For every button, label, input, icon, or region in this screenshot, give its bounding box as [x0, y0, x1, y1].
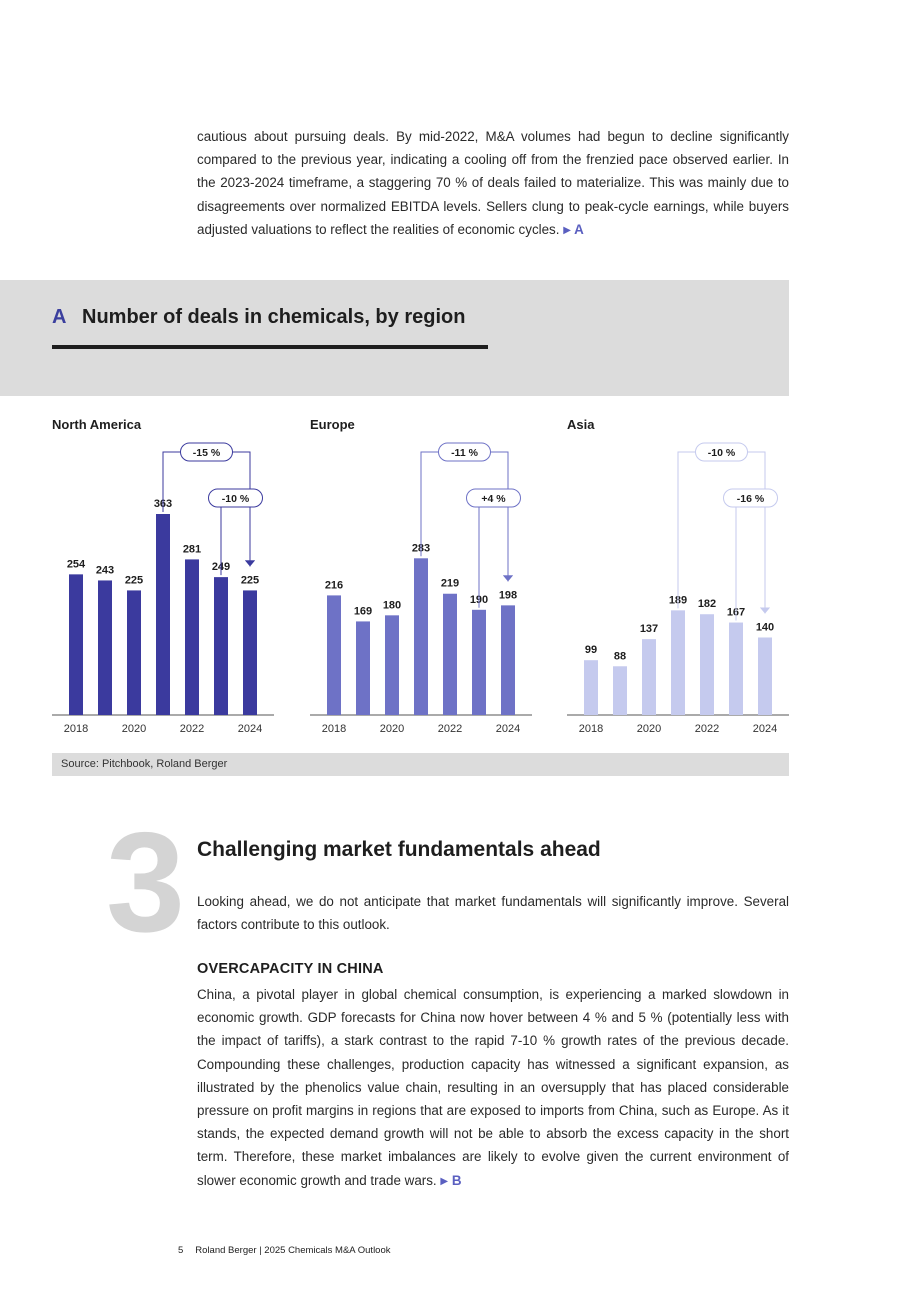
chart-asia — [567, 417, 789, 735]
data-label: 88 — [613, 650, 627, 663]
data-label: 190 — [469, 593, 489, 606]
tick-label: 2022 — [437, 723, 463, 735]
data-label: 225 — [124, 574, 144, 587]
subheading: OVERCAPACITY IN CHINA — [197, 961, 384, 977]
tick-label: 2022 — [694, 723, 720, 735]
data-label: 243 — [95, 564, 115, 577]
figure-header-panel — [0, 280, 789, 396]
data-label: 182 — [697, 598, 717, 611]
figure-reference-label: A — [574, 221, 584, 237]
annotation-label: -10 % — [221, 493, 250, 505]
tick-label: 2018 — [578, 723, 604, 735]
change-annotation — [678, 443, 770, 613]
figure-reference-label: B — [451, 1172, 462, 1188]
data-label: 283 — [411, 542, 431, 555]
annotation-connector — [678, 452, 765, 613]
bar — [472, 610, 486, 715]
annotation-connector — [163, 452, 250, 566]
data-label: 254 — [66, 558, 86, 571]
intro-paragraph-text: cautious about pursuing deals. By mid-2022, M&A volumes had begun to decline significantly compared to the previous year, indicating a cooling off from the frenzied pace observed earlier. In the 2023-2024 timeframe, a staggering 70 % of deals failed to materialize. This was mainly due to disagreements over normalized EBITDA levels. Sellers clung to peak-cycle earnings, while buyers adjusted valuations to reflect the realities of economic cycles. — [197, 129, 789, 237]
chart-europe — [310, 417, 532, 735]
bar — [642, 639, 656, 715]
change-annotation — [724, 489, 778, 621]
publication-title: Roland Berger | 2025 Chemicals M&A Outlook — [195, 1245, 391, 1256]
data-label: 249 — [211, 561, 231, 574]
chart-north_america — [52, 417, 274, 735]
bar — [501, 605, 515, 715]
bar — [356, 621, 370, 715]
annotation-connector — [421, 452, 508, 581]
bar — [243, 590, 257, 715]
annotation-label: -15 % — [192, 447, 221, 459]
bar — [185, 559, 199, 715]
source-note: Source: Pitchbook, Roland Berger — [61, 758, 228, 770]
data-label: 180 — [382, 599, 402, 612]
section-number: 3 — [106, 803, 185, 962]
annotation-connector — [736, 498, 765, 621]
data-label: 99 — [584, 644, 598, 657]
annotation-label: -11 % — [451, 447, 478, 459]
bar — [443, 594, 457, 715]
section-title: Challenging market fundamentals ahead — [197, 838, 601, 861]
figure-reference-a[interactable] — [563, 222, 584, 237]
figure-title-rule — [52, 345, 488, 349]
tick-label: 2024 — [495, 723, 521, 735]
bar — [156, 514, 170, 715]
triangle-right-icon: ▶ — [563, 224, 571, 236]
data-label: 137 — [639, 623, 659, 636]
bar — [214, 577, 228, 715]
data-label: 189 — [668, 594, 688, 607]
bar — [327, 595, 341, 715]
annotation-label: +4 % — [481, 493, 506, 505]
bar — [613, 666, 627, 715]
page-footer — [178, 1245, 391, 1256]
bar — [69, 574, 83, 715]
data-label: 363 — [153, 498, 173, 510]
data-label: 198 — [498, 589, 518, 602]
data-label: 167 — [726, 606, 746, 619]
data-label: 140 — [755, 621, 775, 634]
bar — [414, 558, 428, 715]
section-intro: Looking ahead, we do not anticipate that market fundamentals will significantly improve. Several factors contribute to this outlook. — [197, 894, 789, 933]
page-number: 5 — [178, 1245, 184, 1256]
arrow-down-icon — [245, 560, 255, 566]
tick-label: 2020 — [636, 723, 662, 735]
region-bar-charts — [0, 405, 920, 745]
data-label: 216 — [324, 579, 344, 592]
tick-label: 2020 — [121, 723, 147, 735]
figure-reference-b[interactable] — [440, 1173, 461, 1188]
triangle-right-icon: ▶ — [440, 1175, 449, 1187]
source-bar — [52, 753, 789, 776]
chart-title: Asia — [567, 417, 595, 432]
tick-label: 2020 — [379, 723, 405, 735]
tick-label: 2018 — [321, 723, 347, 735]
bar — [98, 580, 112, 715]
tick-label: 2022 — [179, 723, 205, 735]
chart-title: North America — [52, 417, 142, 432]
figure-title: Number of deals in chemicals, by region — [82, 306, 466, 328]
tick-label: 2024 — [237, 723, 263, 735]
tick-label: 2018 — [63, 723, 89, 735]
bar — [584, 660, 598, 715]
data-label: 281 — [182, 543, 202, 556]
tick-label: 2024 — [752, 723, 778, 735]
annotation-label: -16 % — [736, 493, 765, 505]
intro-paragraph — [197, 125, 789, 242]
figure-letter: A — [52, 306, 67, 328]
bar — [700, 614, 714, 715]
arrow-down-icon — [760, 607, 770, 613]
arrow-down-icon — [503, 575, 513, 581]
bar — [758, 637, 772, 715]
data-label: 169 — [353, 605, 373, 618]
section-body-text: China, a pivotal player in global chemical consumption, is experiencing a marked slowdown in economic growth. GDP forecasts for China now hover between 4 % and 5 % (potentially less with the impact of tariffs), a stark contrast to the rapid 7-10 % growth rates of the previous decade. Compounding these challenges, production capacity has witnessed a significant expansion, as illustrated by the phenolics value chain, resulting in an oversupply that has placed considerable pressure on profit margins in regions that are exposed to imports from China, such as Europe. As it stands, the expected demand growth will not be able to absorb the excess capacity in the short term. Therefore, these market imbalances are likely to evolve given the current environment of slower economic growth and trade wars. — [197, 987, 789, 1188]
chart-title: Europe — [310, 417, 355, 432]
annotation-label: -10 % — [707, 447, 736, 459]
bar — [729, 623, 743, 715]
change-annotation — [421, 443, 513, 581]
bar — [127, 590, 141, 715]
section-body — [197, 983, 789, 1193]
bar — [385, 615, 399, 715]
data-label: 219 — [440, 577, 460, 590]
data-label: 225 — [240, 574, 260, 587]
bar — [671, 610, 685, 715]
